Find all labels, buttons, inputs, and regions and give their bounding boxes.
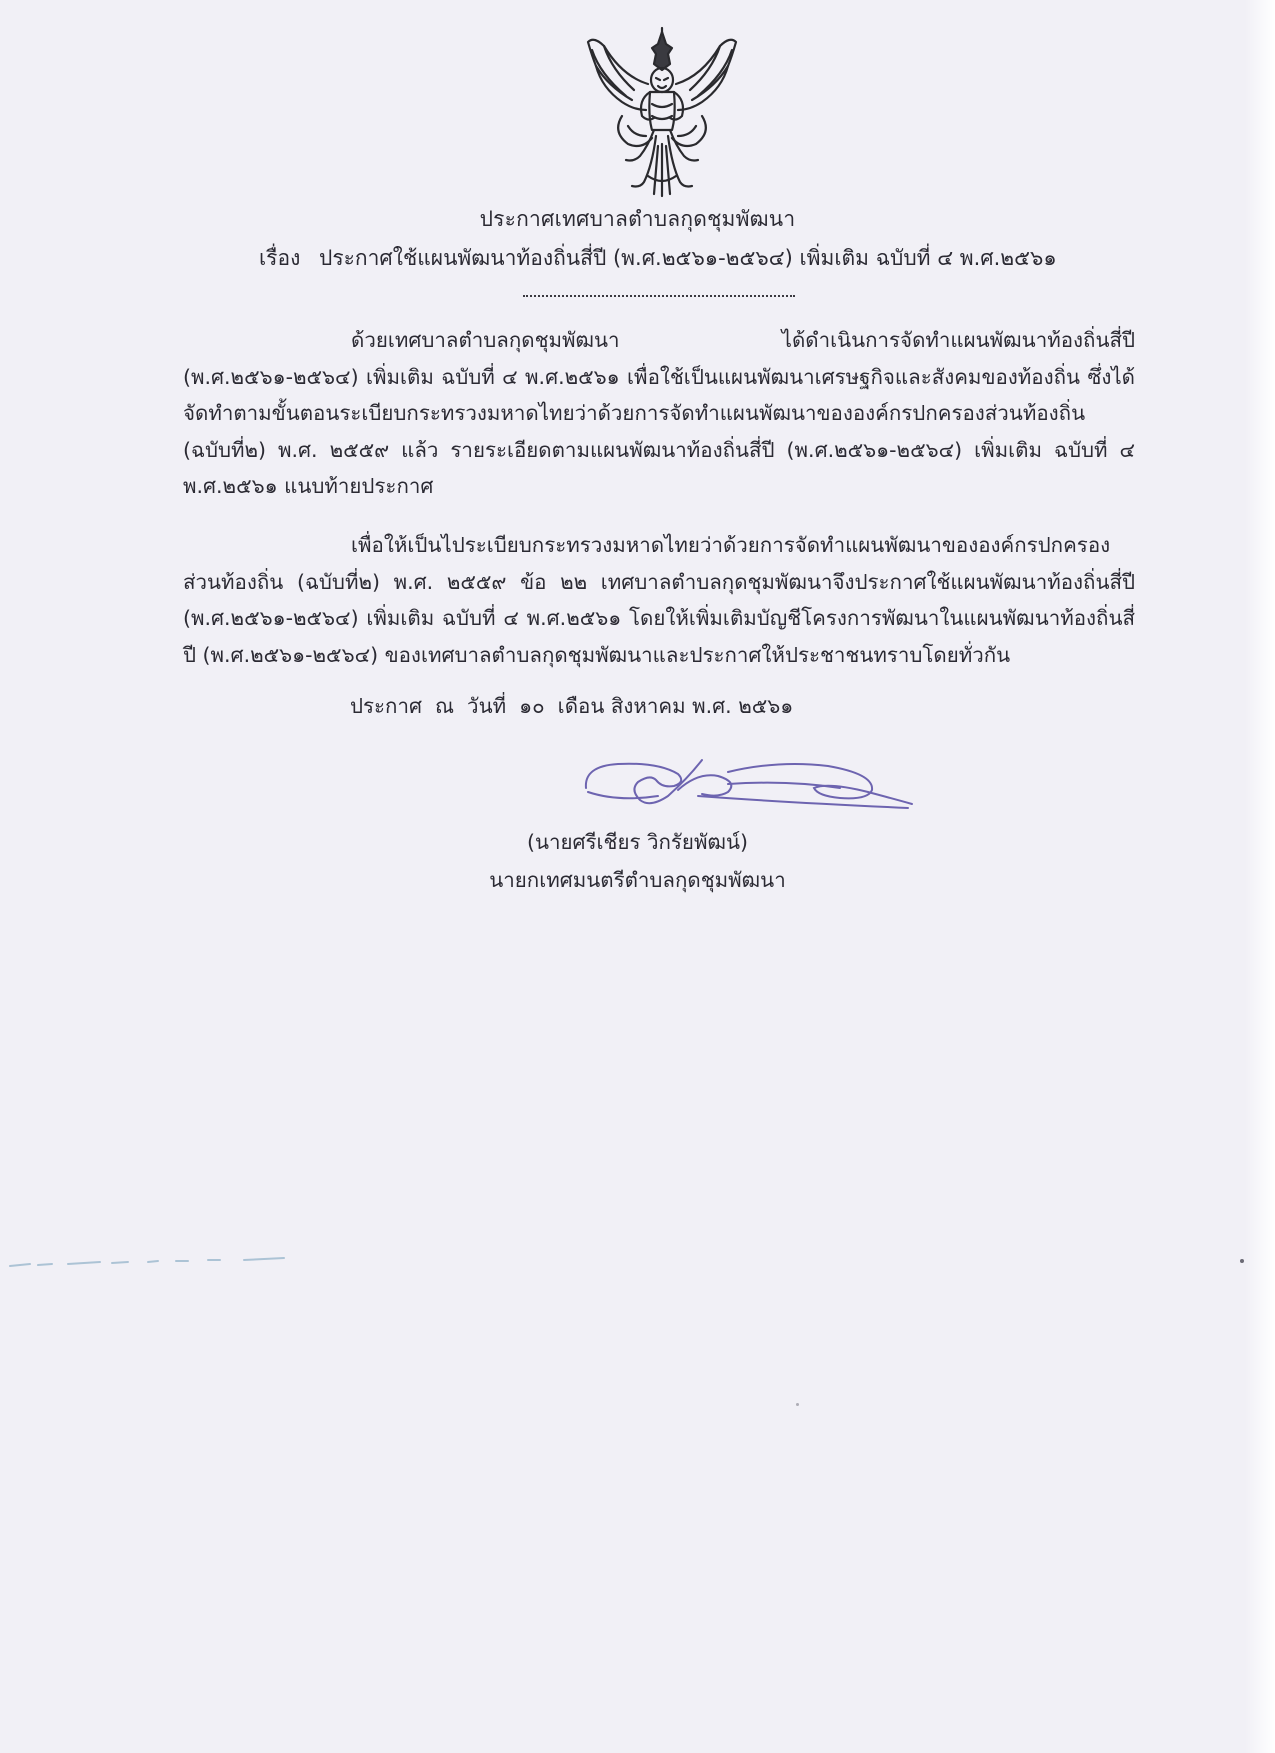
subject-label: เรื่อง xyxy=(259,246,301,270)
announcement-date: ประกาศ ณ วันที่ ๑๐ เดือน สิงหาคม พ.ศ. ๒๕๖๑ xyxy=(350,694,794,718)
garuda-emblem-icon xyxy=(582,26,742,198)
document-title: ประกาศเทศบาลตำบลกุดชุมพัฒนา xyxy=(479,207,796,231)
body-paragraph-1: ด้วยเทศบาลตำบลกุดชุมพัฒนา ได้ดำเนินการจัดทำแผนพัฒนาท้องถิ่นสี่ปี (พ.ศ.๒๕๖๑-๒๕๖๔) เพิ่มเติม ฉบับที่ ๔ พ.ศ.๒๕๖๑ เพื่อใช้เป็นแผนพัฒนาเศรษฐกิจและสังคมของท้องถิ่น ซึ่งได้จัดทำตามขั้นตอนระเบียบกระทรวงมหาดไทยว่าด้วยการจัดทำแผนพัฒนาขององค์กรปกครองส่วนท้องถิ่น (ฉบับที่๒) พ.ศ. ๒๕๕๙ แล้ว รายระเอียดตามแผนพัฒนาท้องถิ่นสี่ปี (พ.ศ.๒๕๖๑-๒๕๖๔) เพิ่มเติม ฉบับที่ ๔ พ.ศ.๒๕๖๑ แนบท้ายประกาศ xyxy=(183,328,1135,499)
scan-speck xyxy=(1240,1259,1244,1263)
scan-smudge xyxy=(8,1256,288,1270)
body-paragraph-2: เพื่อให้เป็นไประเบียบกระทรวงมหาดไทยว่าด้วยการจัดทำแผนพัฒนาขององค์กรปกครองส่วนท้องถิ่น (ฉบับที่๒) พ.ศ. ๒๕๕๙ ข้อ ๒๒ เทศบาลตำบลกุดชุมพัฒนาจึงประกาศใช้แผนพัฒนาท้องถิ่นสี่ปี (พ.ศ.๒๕๖๑-๒๕๖๔) เพิ่มเติม ฉบับที่ ๔ พ.ศ.๒๕๖๑ โดยให้เพิ่มเติมบัญชีโครงการพัฒนาในแผนพัฒนาท้องถิ่นสี่ปี (พ.ศ.๒๕๖๑-๒๕๖๔) ของเทศบาลตำบลกุดชุมพัฒนาและประกาศให้ประชาชนทราบโดยทั่วกัน xyxy=(183,533,1135,667)
scan-speck xyxy=(796,1403,799,1406)
signatory-name: (นายศรีเชียร วิกรัยพัฒน์) xyxy=(526,830,748,854)
dotted-divider xyxy=(523,295,795,297)
handwritten-signature-icon xyxy=(578,752,918,814)
signatory-position: นายกเทศมนตรีตำบลกุดชุมพัฒนา xyxy=(489,868,786,892)
subject-text: ประกาศใช้แผนพัฒนาท้องถิ่นสี่ปี (พ.ศ.๒๕๖๑-๒๕๖๔) เพิ่มเติม ฉบับที่ ๔ พ.ศ.๒๕๖๑ xyxy=(319,246,1057,270)
subject-line xyxy=(259,242,1057,275)
